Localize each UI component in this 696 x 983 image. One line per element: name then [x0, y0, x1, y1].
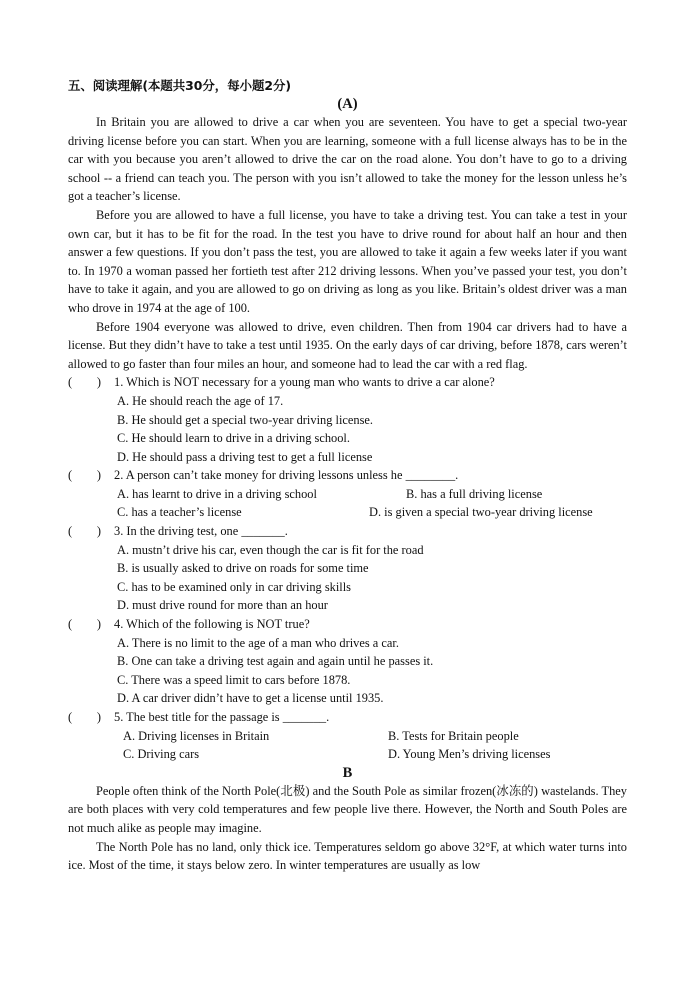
option-a: A. Driving licenses in Britain [123, 728, 270, 743]
part-a-title: (A) [337, 96, 358, 112]
option-a: A. He should reach the age of 17. [117, 393, 284, 408]
option-b: B. has a full driving license [406, 486, 543, 501]
question-5 [68, 708, 627, 764]
option-c: C. has a teacher’s license [117, 505, 242, 520]
part-a-paragraph-1: In Britain you are allowed to drive a car when you are seventeen. You have to get a special two-year driving license before you can start. When you are learning, someone with a full license always has to be in the car with you because you aren’t allowed to drive the car on the road alone. You don’t have to go to a driving school -- a friend can teach you. The person with you isn’t allowed to take the money for the lesson unless he’s got a teacher’s license. [68, 115, 627, 204]
part-b-title: B [342, 764, 353, 781]
answer-blank[interactable]: ( ) [68, 375, 102, 390]
option-d: D. He should pass a driving test to get a full license [117, 449, 373, 464]
option-a: A. has learnt to drive in a driving school [117, 486, 317, 501]
option-d: D. must drive round for more than an hour [117, 598, 328, 613]
option-c: C. has to be examined only in car driving skills [117, 579, 352, 594]
option-d: D. Young Men’s driving licenses [388, 747, 551, 762]
answer-blank[interactable]: ( ) [68, 617, 102, 632]
question-1 [68, 373, 627, 466]
option-c: C. Driving cars [123, 747, 200, 762]
answer-blank[interactable]: ( ) [68, 524, 102, 539]
answer-blank[interactable]: ( ) [68, 710, 102, 724]
option-a: A. mustn’t drive his car, even though the car is fit for the road [117, 542, 424, 557]
question-stem: 2. A person can’t take money for driving lessons unless he ________. [114, 468, 459, 483]
question-stem: 3. In the driving test, one _______. [114, 524, 288, 539]
question-stem: 5. The best title for the passage is _______. [114, 710, 330, 724]
option-a: A. There is no limit to the age of a man who drives a car. [117, 635, 399, 650]
option-c: C. There was a speed limit to cars before 1878. [117, 672, 351, 687]
option-b: B. He should get a special two-year driving license. [117, 412, 373, 427]
answer-blank[interactable]: ( ) [68, 468, 102, 483]
section-title: 五、阅读理解(本题共30分，每小题2分) [68, 78, 292, 93]
question-3 [68, 522, 627, 615]
part-a-paragraph-2: Before you are allowed to have a full license, you have to take a driving test. You can take a test in your own car, but it has to be fit for the road. In the test you have to drive round for about half an hour and then answer a few questions. If you don’t pass the test, you are allowed to take it again a few weeks later if you want to. In 1970 a woman passed her fortieth test after 212 driving lessons. When you’ve passed your test, you don’t have to take it again, and you are allowed to go on driving as long as you like. Britain’s oldest driver was a man who drove in 1974 at the age of 100. [68, 207, 627, 315]
page-content [68, 77, 627, 875]
option-d: D. A car driver didn’t have to get a license until 1935. [117, 691, 384, 706]
option-b: B. Tests for Britain people [388, 728, 519, 743]
option-c: C. He should learn to drive in a driving school. [117, 431, 350, 446]
part-b-paragraph-1: People often think of the North Pole(北极) and the South Pole as similar frozen(冰冻的) wastelands. They are both places with very cold temperatures and few people live there. However, the North and South Poles are not much alike as people may imagine. [68, 783, 627, 835]
part-a-paragraph-3: Before 1904 everyone was allowed to drive, even children. Then from 1904 car drivers had to have a license. But they didn’t have to take a test until 1935. On the early days of car driving, before 1878, cars weren’t allowed to go faster than four miles an hour, and someone had to lead the car with a red flag. [68, 319, 627, 371]
option-d: D. is given a special two-year driving license [369, 505, 593, 520]
question-4 [68, 615, 627, 708]
part-b-paragraph-2: The North Pole has no land, only thick ice. Temperatures seldom go above 32°F, at which water turns into ice. Most of the time, it stays below zero. In winter temperatures are usually as low [68, 839, 627, 873]
option-b: B. is usually asked to drive on roads for some time [117, 561, 369, 576]
option-b: B. One can take a driving test again and again until he passes it. [117, 654, 434, 669]
question-stem: 1. Which is NOT necessary for a young man who wants to drive a car alone? [114, 375, 495, 390]
question-stem: 4. Which of the following is NOT true? [114, 617, 310, 632]
question-2 [68, 466, 627, 522]
